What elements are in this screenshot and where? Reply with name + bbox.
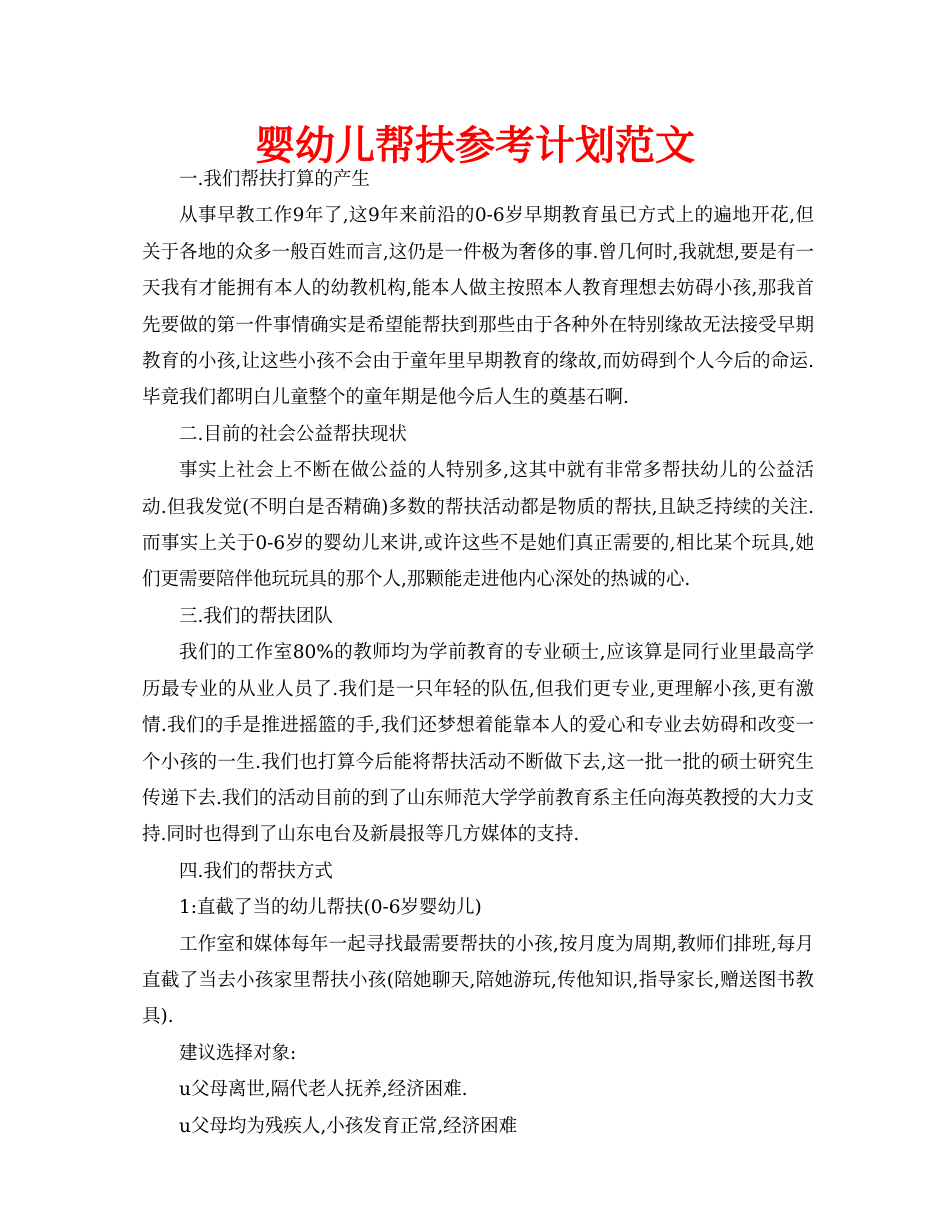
list-item: u父母均为残疾人,小孩发育正常,经济困难 — [179, 1115, 518, 1137]
subsection-heading-1: 1:直截了当的幼儿帮扶(0-6岁婴幼儿) — [179, 897, 482, 919]
section-heading-1: 一.我们帮扶打算的产生 — [179, 169, 370, 190]
document-body — [142, 162, 814, 1145]
list-item: u父母离世,隔代老人抚养,经济困难. — [179, 1079, 468, 1101]
section-heading-2: 二.目前的社会公益帮扶现状 — [179, 423, 407, 445]
section-heading-4: 四.我们的帮扶方式 — [179, 860, 333, 882]
suggestion-label: 建议选择对象: — [179, 1042, 297, 1064]
paragraph-4: 工作室和媒体每年一起寻找最需要帮扶的小孩,按月度为周期,教师们排班,每月直截了当去小孩家里帮扶小孩(陪她聊天,陪她游玩,传他知识,指导家长,赠送图书教具). — [142, 933, 814, 1028]
paragraph-3: 我们的工作室80%的教师均为学前教育的专业硕士,应该算是同行业里最高学历最专业的从业人员了.我们是一只年轻的队伍,但我们更专业,更理解小孩,更有激情.我们的手是推进摇篮的手,我们还梦想着能靠本人的爱心和专业去妨碍和改变一个小孩的一生.我们也打算今后能将帮扶活动不断做下去,这一批一批的硕士研究生传递下去.我们的活动目前的到了山东师范大学学前教育系主任向海英教授的大力支持.同时也得到了山东电台及新晨报等几方媒体的支持. — [142, 642, 814, 846]
paragraph-1: 从事早教工作9年了,这9年来前沿的0-6岁早期教育虽已方式上的遍地开花,但关于各地的众多一般百姓而言,这仍是一件极为奢侈的事.曾几何时,我就想,要是有一天我有才能拥有本人的幼教机构,能本人做主按照本人教育理想去妨碍小孩,那我首先要做的第一件事情确实是希望能帮扶到那些由于各种外在特别缘故无法接受早期教育的小孩,让这些小孩不会由于童年里早期教育的缘故,而妨碍到个人今后的命运.毕竟我们都明白儿童整个的童年期是他今后人生的奠基石啊. — [142, 205, 814, 409]
document-title: 婴幼儿帮扶参考计划范文 — [255, 123, 695, 169]
paragraph-2: 事实上社会上不断在做公益的人特别多,这其中就有非常多帮扶幼儿的公益活动.但我发觉(不明白是否精确)多数的帮扶活动都是物质的帮扶,且缺乏持续的关注.而事实上关于0-6岁的婴幼儿来讲,或许这些不是她们真正需要的,相比某个玩具,她们更需要陪伴他玩玩具的那个人,那颗能走进他内心深处的热诚的心. — [142, 460, 814, 591]
section-heading-3: 三.我们的帮扶团队 — [179, 605, 333, 627]
